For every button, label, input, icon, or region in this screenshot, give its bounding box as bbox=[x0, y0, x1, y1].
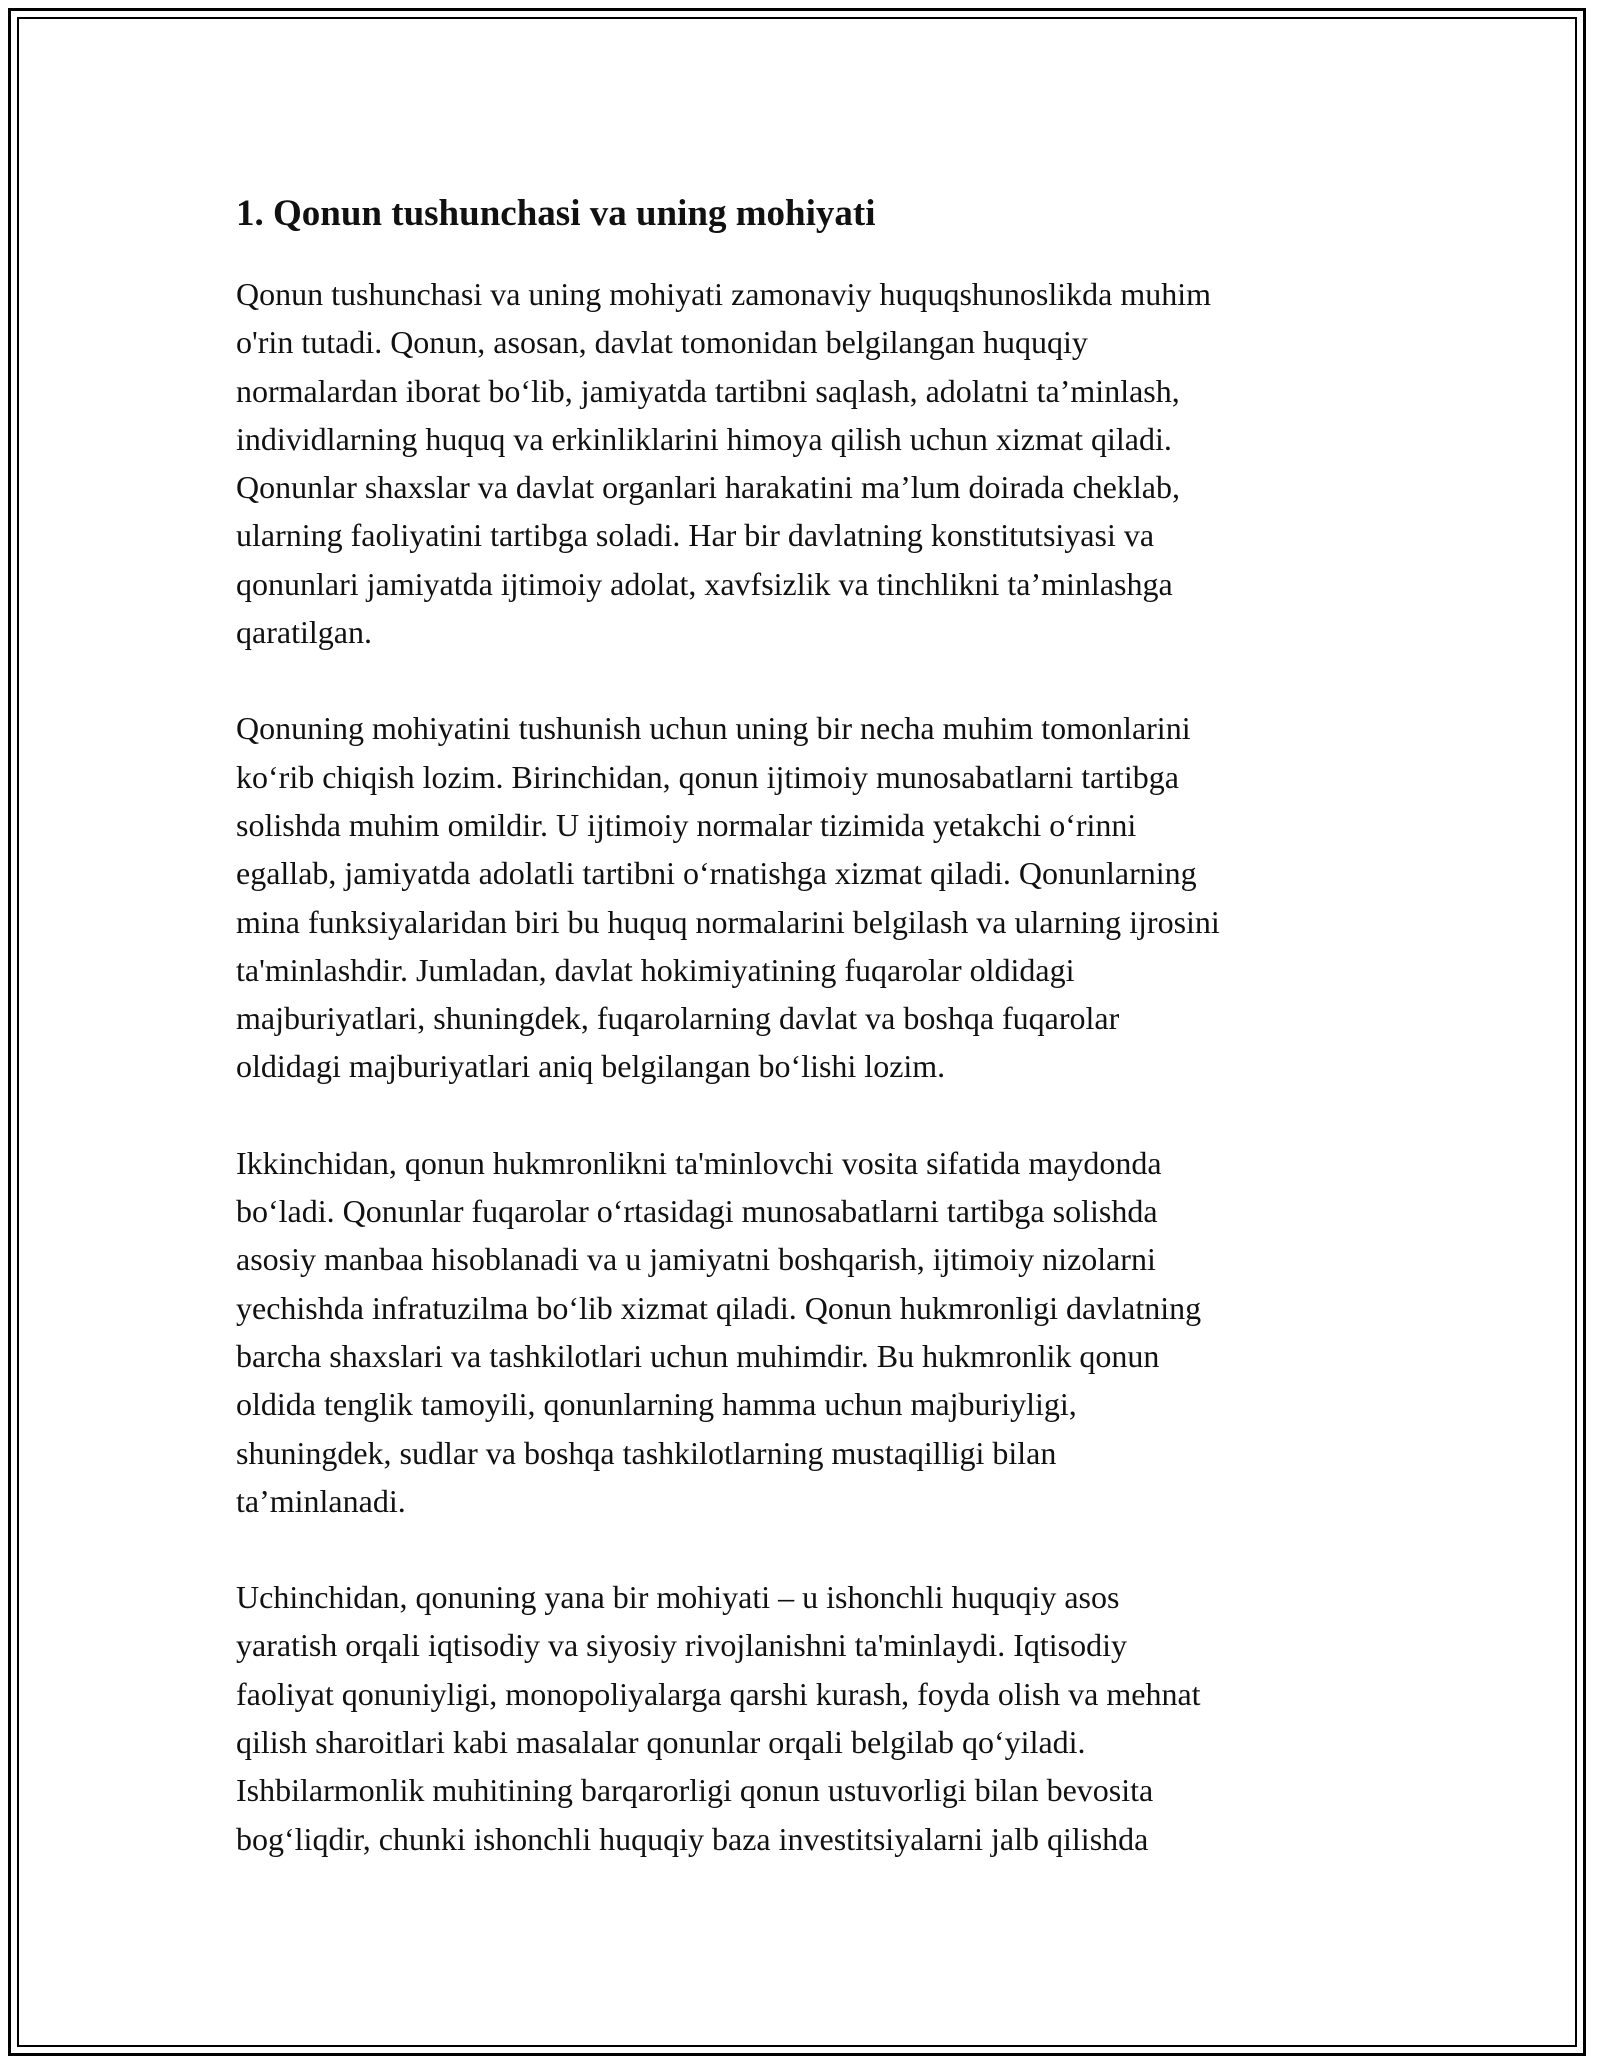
paragraph-line: yaratish orqali iqtisodiy va siyosiy rivojlanishni ta'minlaydi. Iqtisodiy bbox=[236, 1627, 1128, 1664]
paragraph-line: ko‘rib chiqish lozim. Birinchidan, qonun ijtimoiy munosabatlarni tartibga bbox=[236, 758, 1179, 795]
paragraph-4 bbox=[236, 1573, 1366, 1863]
paragraph-line: oldida tenglik tamoyili, qonunlarning hamma uchun majburiyligi, bbox=[236, 1386, 1077, 1423]
paragraph-line: qonunlari jamiyatda ijtimoiy adolat, xavfsizlik va tinchlikni ta’minlashga bbox=[236, 565, 1173, 602]
paragraph-line: Ishbilarmonlik muhitining barqarorligi qonun ustuvorligi bilan bevosita bbox=[236, 1772, 1154, 1809]
paragraph-line: bog‘liqdir, chunki ishonchli huquqiy baza investitsiyalarni jalb qilishda bbox=[236, 1820, 1149, 1857]
paragraph-line: o'rin tutadi. Qonun, asosan, davlat tomonidan belgilangan huquqiy bbox=[236, 324, 1088, 361]
paragraph-line: solishda muhim omildir. U ijtimoiy normalar tizimida yetakchi o‘rinni bbox=[236, 806, 1137, 843]
paragraph-line: individlarning huquq va erkinliklarini himoya qilish uchun xizmat qiladi. bbox=[236, 420, 1172, 457]
paragraph-line: mina funksiyalaridan biri bu huquq normalarini belgilash va ularning ijrosini bbox=[236, 903, 1220, 940]
paragraph-line: Qonuning mohiyatini tushunish uchun uning bir necha muhim tomonlarini bbox=[236, 710, 1191, 747]
paragraph-2 bbox=[236, 704, 1366, 1090]
paragraph-line: Uchinchidan, qonuning yana bir mohiyati – u ishonchli huquqiy asos bbox=[236, 1579, 1120, 1616]
paragraph-line: ta’minlanadi. bbox=[236, 1482, 406, 1519]
paragraph-line: qilish sharoitlari kabi masalalar qonunlar orqali belgilab qo‘yiladi. bbox=[236, 1724, 1086, 1761]
paragraph-line: majburiyatlari, shuningdek, fuqarolarning davlat va boshqa fuqarolar bbox=[236, 1000, 1120, 1037]
paragraph-line: Qonunlar shaxslar va davlat organlari harakatini ma’lum doirada cheklab, bbox=[236, 469, 1180, 506]
section-heading: 1. Qonun tushunchasi va uning mohiyati bbox=[236, 193, 876, 234]
paragraph-line: faoliyat qonuniyligi, monopoliyalarga qarshi kurash, foyda olish va mehnat bbox=[236, 1675, 1201, 1712]
paragraph-line: ularning faoliyatini tartibga soladi. Har bir davlatning konstitutsiyasi va bbox=[236, 517, 1155, 554]
paragraph-line: qaratilgan. bbox=[236, 614, 372, 651]
paragraph-line: shuningdek, sudlar va boshqa tashkilotlarning mustaqilligi bilan bbox=[236, 1434, 1057, 1471]
paragraph-line: asosiy manbaa hisoblanadi va u jamiyatni boshqarish, ijtimoiy nizolarni bbox=[236, 1241, 1156, 1278]
paragraph-line: normalardan iborat bo‘lib, jamiyatda tartibni saqlash, adolatni ta’minlash, bbox=[236, 372, 1180, 409]
paragraph-line: barcha shaxslari va tashkilotlari uchun muhimdir. Bu hukmronlik qonun bbox=[236, 1337, 1160, 1374]
paragraph-line: ta'minlashdir. Jumladan, davlat hokimiyatining fuqarolar oldidagi bbox=[236, 951, 1075, 988]
paragraph-line: bo‘ladi. Qonunlar fuqarolar o‘rtasidagi munosabatlarni tartibga solishda bbox=[236, 1193, 1158, 1230]
paragraph-line: yechishda infratuzilma bo‘lib xizmat qiladi. Qonun hukmronligi davlatning bbox=[236, 1289, 1202, 1326]
document-body bbox=[236, 186, 1366, 1911]
paragraph-line: egallab, jamiyatda adolatli tartibni o‘rnatishga xizmat qiladi. Qonunlarning bbox=[236, 855, 1197, 892]
paragraph-1 bbox=[236, 270, 1366, 656]
paragraph-line: oldidagi majburiyatlari aniq belgilangan bo‘lishi lozim. bbox=[236, 1048, 946, 1085]
paragraph-line: Ikkinchidan, qonun hukmronlikni ta'minlovchi vosita sifatida maydonda bbox=[236, 1144, 1162, 1181]
paragraph-3 bbox=[236, 1139, 1366, 1525]
paragraph-line: Qonun tushunchasi va uning mohiyati zamonaviy huquqshunoslikda muhim bbox=[236, 276, 1212, 312]
